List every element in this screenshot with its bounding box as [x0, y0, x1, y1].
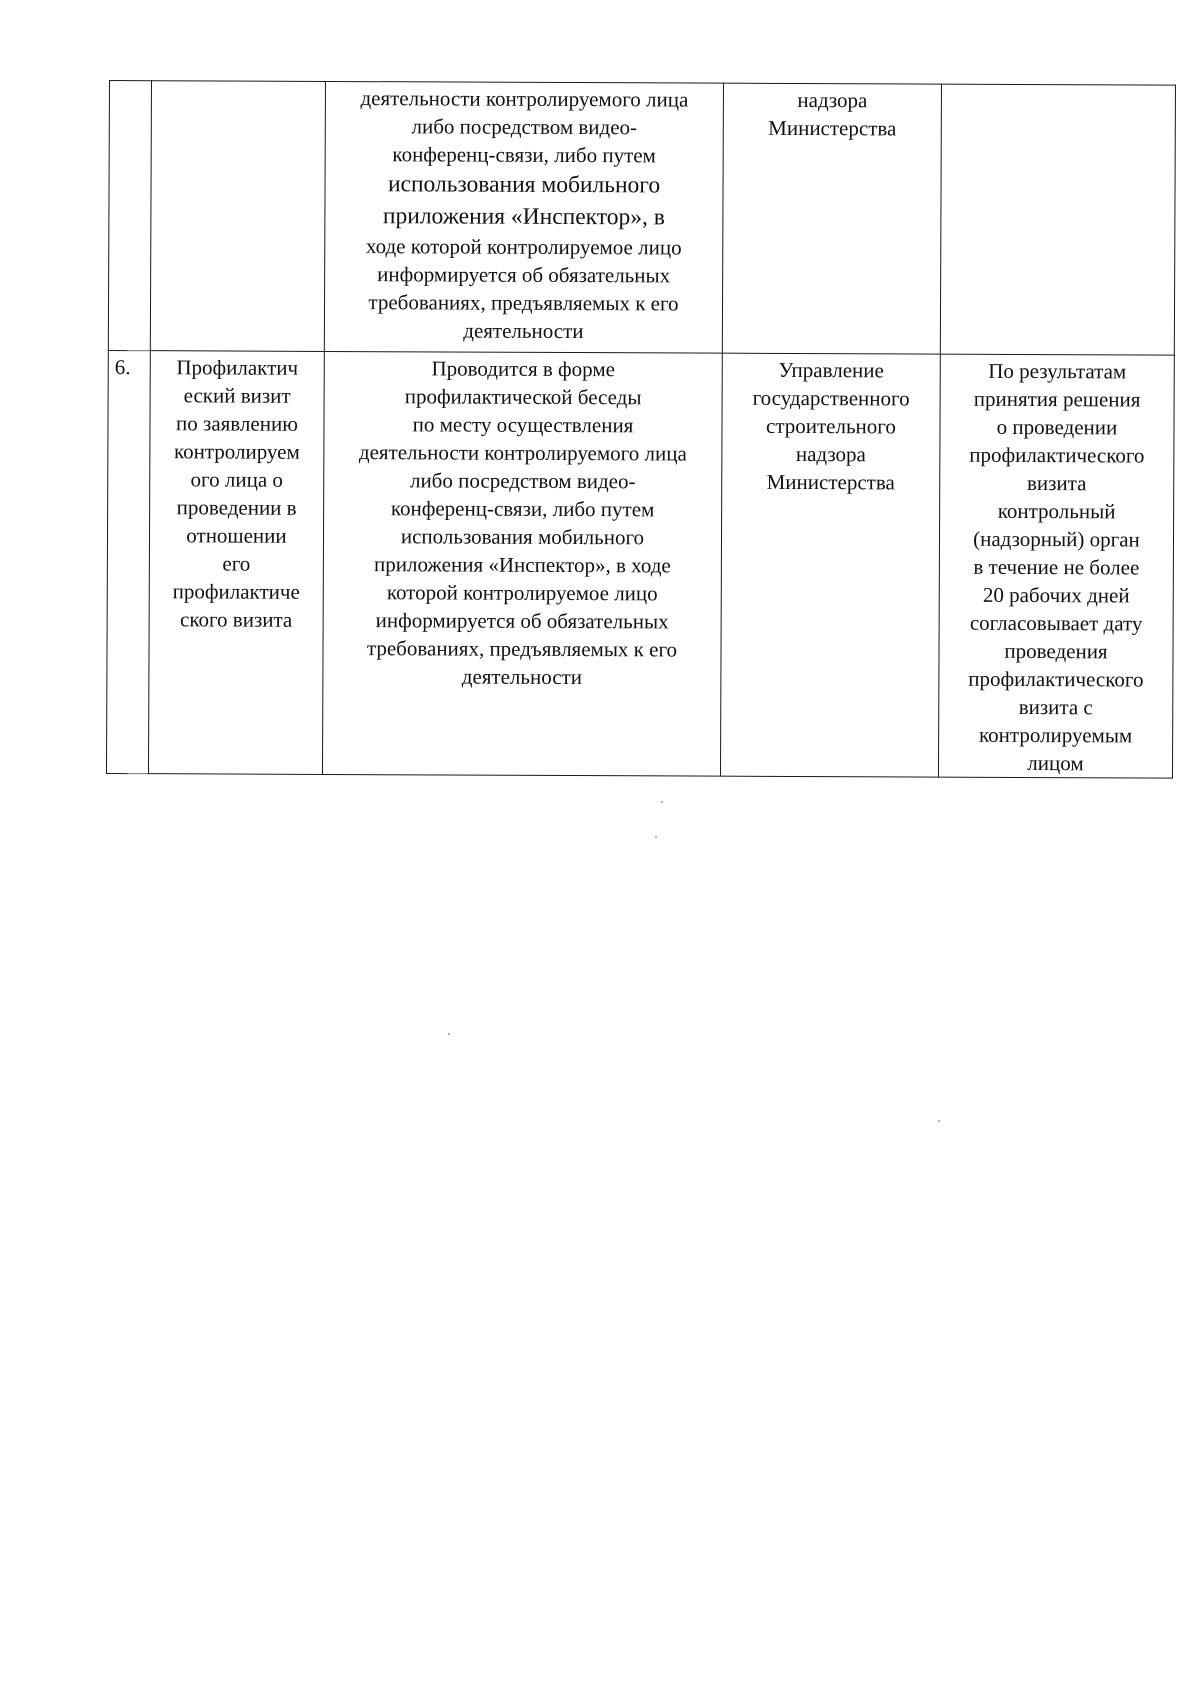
name-line: ского визита [179, 607, 293, 632]
deadline-line: По результатам [988, 358, 1127, 384]
name-line: его [222, 551, 251, 576]
executor-line: надзора [795, 442, 866, 467]
scan-speck [448, 1033, 450, 1035]
content-line: использования мобильного [387, 171, 661, 199]
deadline-line: согласовывает дату [969, 610, 1143, 636]
name-line: профилактиче [172, 579, 300, 604]
deadline-line: 20 рабочих дней [982, 582, 1130, 608]
executor-cell [720, 353, 940, 777]
deadline-line: проведения [1004, 638, 1108, 664]
table-row-continuation [108, 81, 1175, 356]
content-line: информируется об обязательных [377, 262, 671, 288]
deadline-line: принятия решения [973, 386, 1141, 412]
row-number-cell [108, 81, 151, 351]
content-line: деятельности контролируемого лица [358, 440, 687, 466]
content-line: информируется об обязательных [375, 608, 669, 634]
executor-cell [722, 83, 941, 354]
deadline-line: о проведении [996, 414, 1118, 440]
content-line: либо посредством видео- [411, 114, 638, 140]
content-line: которой контролируемое лицо [386, 580, 658, 606]
measure-name-cell [148, 351, 324, 775]
content-line: использования мобильного [400, 524, 645, 550]
content-line: профилактической беседы [404, 384, 642, 410]
deadline-line: профилактического [968, 666, 1144, 692]
measure-name-cell [150, 81, 325, 352]
name-line: Профилактич [176, 355, 299, 380]
name-line: по заявлению [176, 411, 298, 436]
deadline-cell [940, 84, 1175, 355]
row-number-cell: 6. [106, 350, 150, 773]
content-line: деятельности [463, 318, 584, 344]
name-line: еский визит [183, 383, 291, 408]
name-line: ого лица о [190, 467, 283, 492]
deadline-line: в течение не более [973, 554, 1140, 580]
content-line: приложения «Инспектор», в [382, 203, 665, 231]
name-line: отношении [186, 523, 287, 548]
name-line: контролируем [173, 439, 300, 464]
scan-speck [655, 836, 657, 838]
content-line: требованиях, предъявляемых к его [368, 290, 679, 316]
content-line: деятельности [461, 664, 583, 690]
measure-content-cell [322, 351, 722, 776]
name-line: проведении в [176, 495, 297, 520]
deadline-line: контрольный [997, 498, 1116, 524]
content-line: деятельности контролируемого лица [360, 86, 689, 112]
content-line: ходе которой контролируемое лицо [365, 234, 682, 260]
executor-line: строительного [765, 413, 896, 439]
content-line: требованиях, предъявляемых к его [366, 636, 678, 662]
deadline-cell [938, 354, 1174, 778]
executor-line: Министерства [766, 469, 895, 495]
content-line: либо посредством видео- [409, 468, 636, 494]
executor-line: надзора [797, 88, 868, 113]
content-line: по месту осуществления [412, 412, 634, 438]
deadline-line: визита с [1018, 694, 1093, 720]
scan-speck [661, 801, 663, 803]
measures-table [106, 80, 1176, 779]
content-line: Проводится в форме [431, 356, 616, 382]
scan-speck [938, 1120, 940, 1122]
executor-line: Управление [778, 357, 884, 383]
deadline-line: профилактического [969, 442, 1145, 468]
measure-content-cell [324, 81, 723, 353]
deadline-line: лицом [1027, 751, 1084, 776]
content-line: приложения «Инспектор», в ходе [373, 552, 671, 578]
content-line: конференц-связи, либо путем [390, 496, 655, 522]
deadline-line: визита [1026, 471, 1087, 496]
deadline-line: контролируемым [978, 722, 1133, 748]
content-line: конференц-связи, либо путем [392, 142, 656, 168]
deadline-line: (надзорный) орган [973, 526, 1140, 552]
table-row-6 [106, 350, 1174, 778]
executor-line: Министерства [768, 115, 897, 141]
executor-line: государственного [752, 385, 910, 411]
